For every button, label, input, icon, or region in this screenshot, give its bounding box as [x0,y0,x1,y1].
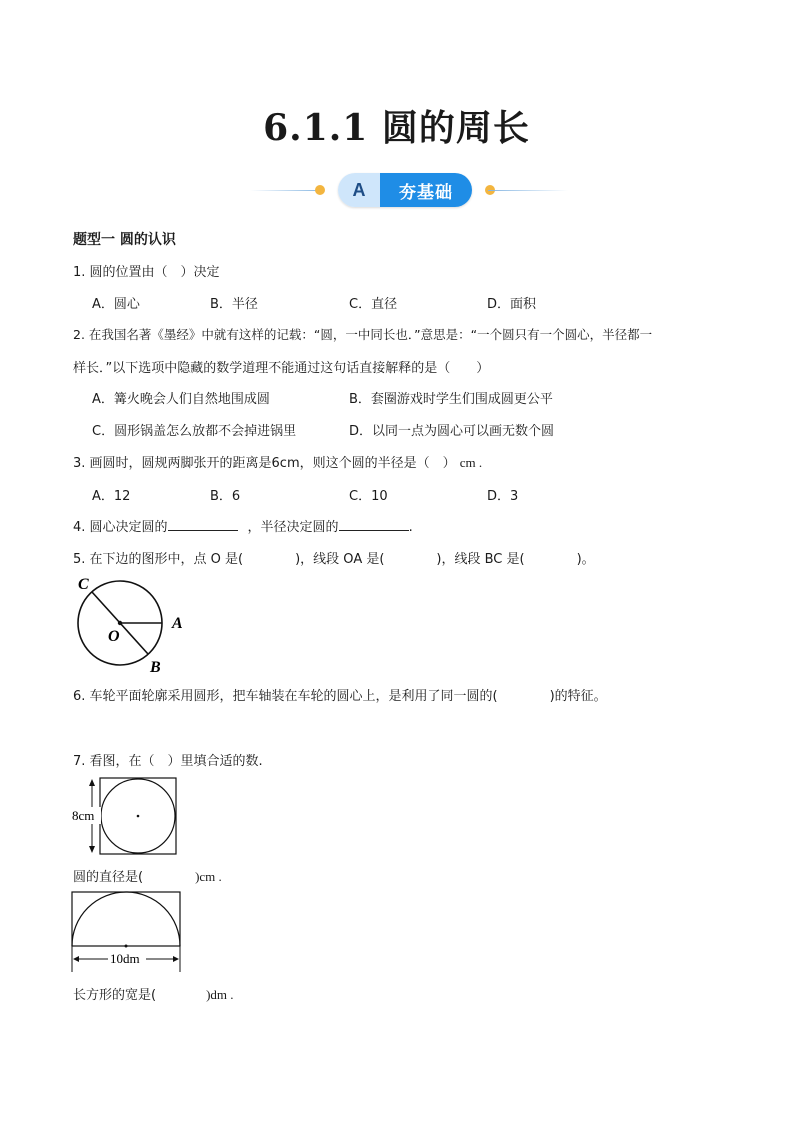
semicircle-arc [72,892,180,946]
height-label: 8cm [72,808,95,823]
q4-blank-1[interactable] [168,516,238,531]
circle-center [137,815,140,818]
arrow-up-icon [89,779,95,786]
q3-unit: cm . [459,455,483,470]
width-label: 10dm [110,951,140,966]
level-letter: A [338,173,380,207]
center-point [118,621,122,625]
circle-figure-q5 [70,574,195,678]
question-7: 7. 看图，在（ ）里填合适的数. [73,754,263,769]
ans2-prefix: 长方形的宽是( [73,988,157,1003]
label-b: B [150,659,161,676]
q7-answer-2 [73,984,234,1003]
question-3 [73,452,482,471]
level-badge [338,173,472,207]
q3-option-d: D．3 [487,489,519,504]
q3-option-b: B．6 [210,489,241,504]
banner-line-left [250,190,322,191]
question-6: 6. 车轮平面轮廓采用圆形，把车轴装在车轮的圆心上，是利用了同一圆的( )的特征。 [73,689,607,704]
question-2-line2: 样长．”以下选项中隐藏的数学道理不能通过这句话直接解释的是（ ） [73,361,490,376]
label-a: A [172,615,183,632]
q4-end: . [408,520,413,535]
rectangle-semicircle-figure [70,890,184,974]
square-circle-figure [70,776,182,856]
level-label: 夯基础 [380,173,472,207]
q1-option-c: C．直径 [349,297,398,312]
q2-option-c: C．圆形锅盖怎么放都不会掉进锅里 [92,424,297,439]
q7-answer-1 [73,866,222,885]
q3-stem: 3. 画圆时，圆规两脚张开的距离是6cm，则这个圆的半径是（ ） [73,456,456,471]
banner-dot-left [315,185,325,195]
q4-part2: ，半径决定圆的 [247,520,339,535]
question-1: 1. 圆的位置由（ ）决定 [73,265,220,280]
arrow-left-icon [73,956,79,962]
q2-option-d: D．以同一点为圆心可以画无数个圆 [349,424,555,439]
outer-rectangle [72,892,180,946]
question-5: 5. 在下边的图形中，点 O 是( )，线段 OA 是( )，线段 BC 是( )。 [73,552,595,567]
ans1-prefix: 圆的直径是( [73,870,144,885]
label-o: O [108,628,120,645]
question-2-line1: 2. 在我国名著《墨经》中就有这样的记载：“圆，一中同长也．”意思是：“一个圆只有一个圆心，半径都一 [73,327,653,342]
ans1-suffix: )cm . [195,869,222,884]
semicircle-center [125,945,128,948]
banner-line-right [488,190,568,191]
q1-option-b: B．半径 [210,297,258,312]
q1-option-a: A．圆心 [92,297,140,312]
arrow-down-icon [89,846,95,853]
label-c: C [78,576,89,593]
q4-part1: 4. 圆心决定圆的 [73,520,168,535]
arrow-right-icon [173,956,179,962]
section-banner [250,170,570,210]
section-heading: 题型一 圆的认识 [73,232,176,248]
page-title: 6.1.1 圆的周长 [263,107,530,149]
q3-option-a: A．12 [92,489,131,504]
q4-blank-2[interactable] [339,516,409,531]
q3-option-c: C．10 [349,489,388,504]
q1-option-d: D．面积 [487,297,537,312]
question-4 [73,516,413,535]
q2-option-a: A．篝火晚会人们自然地围成圆 [92,392,270,407]
ans2-suffix: )dm . [206,987,234,1002]
q2-option-b: B．套圈游戏时学生们围成圆更公平 [349,392,553,407]
